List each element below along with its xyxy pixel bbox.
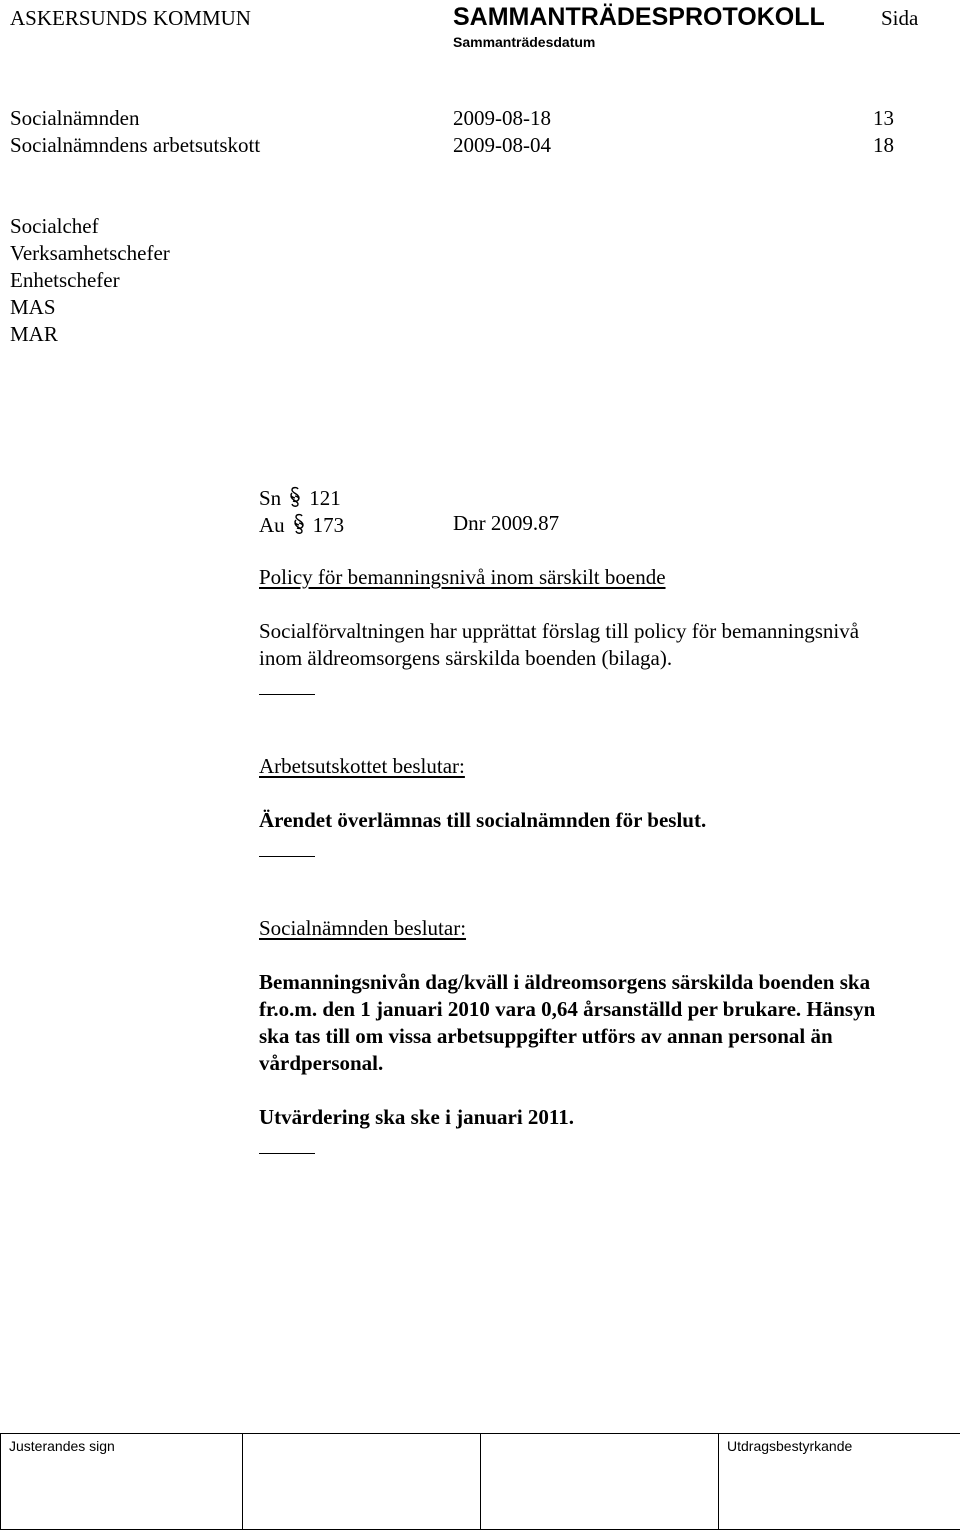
sn-decision-line: fr.o.m. den 1 januari 2010 vara 0,64 årsanställd per brukare. Hänsyn <box>259 997 876 1021</box>
separator <box>259 1153 315 1154</box>
intro-line: inom äldreomsorgens särskilda boenden (bilaga). <box>259 646 673 670</box>
distribution-item: MAR <box>10 322 58 346</box>
signature-table <box>0 1433 960 1530</box>
distribution-item: Socialchef <box>10 214 99 238</box>
dnr: Dnr 2009.87 <box>453 511 560 535</box>
justerandes-sign-label: Justerandes sign <box>9 1438 115 1454</box>
sn-decision-line: vårdpersonal. <box>259 1051 384 1075</box>
section-sign-icon <box>293 513 305 535</box>
document-type: SAMMANTRÄDESPROTOKOLL <box>453 3 825 31</box>
sn-label: Sn <box>259 486 282 510</box>
meeting-page: 13 <box>873 106 894 130</box>
date-label: Sammanträdesdatum <box>453 34 596 50</box>
separator <box>259 856 315 857</box>
meeting-page: 18 <box>873 133 894 157</box>
distribution-item: Verksamhetschefer <box>10 241 170 265</box>
page-label: Sida <box>881 6 919 30</box>
au-label: Au <box>259 513 285 537</box>
distribution-item: Enhetschefer <box>10 268 120 292</box>
sn-decision-heading: Socialnämnden beslutar: <box>259 916 467 940</box>
au-decision-text: Ärendet överlämnas till socialnämnden för beslut. <box>259 808 707 832</box>
evaluation-note: Utvärdering ska ske i januari 2011. <box>259 1105 575 1129</box>
meeting-date: 2009-08-04 <box>453 133 551 157</box>
separator <box>259 694 315 695</box>
intro-line: Socialförvaltningen har upprättat förslag till policy för bemanningsnivå <box>259 619 860 643</box>
sn-paragraph-ref <box>259 486 341 509</box>
case-title: Policy för bemanningsnivå inom särskilt boende <box>259 565 666 589</box>
au-decision-heading: Arbetsutskottet beslutar: <box>259 754 465 778</box>
justerandes-sign-cell <box>1 1434 243 1530</box>
au-number: 173 <box>312 513 345 537</box>
sn-decision-line: Bemanningsnivån dag/kväll i äldreomsorgens särskilda boenden ska <box>259 970 871 994</box>
sn-number: 121 <box>309 486 341 510</box>
distribution-item: MAS <box>10 295 56 319</box>
utdragsbestyrkande-cell <box>719 1434 960 1530</box>
signature-cell <box>243 1434 481 1530</box>
meeting-date: 2009-08-18 <box>453 106 551 130</box>
section-sign-icon <box>289 486 301 508</box>
sn-decision-line: ska tas till om vissa arbetsuppgifter utförs av annan personal än <box>259 1024 833 1048</box>
utdragsbestyrkande-label: Utdragsbestyrkande <box>727 1438 853 1454</box>
au-paragraph-ref <box>259 513 344 536</box>
meeting-body: Socialnämndens arbetsutskott <box>10 133 261 157</box>
meeting-body: Socialnämnden <box>10 106 140 130</box>
municipality-name: ASKERSUNDS KOMMUN <box>10 6 251 30</box>
signature-cell <box>481 1434 719 1530</box>
